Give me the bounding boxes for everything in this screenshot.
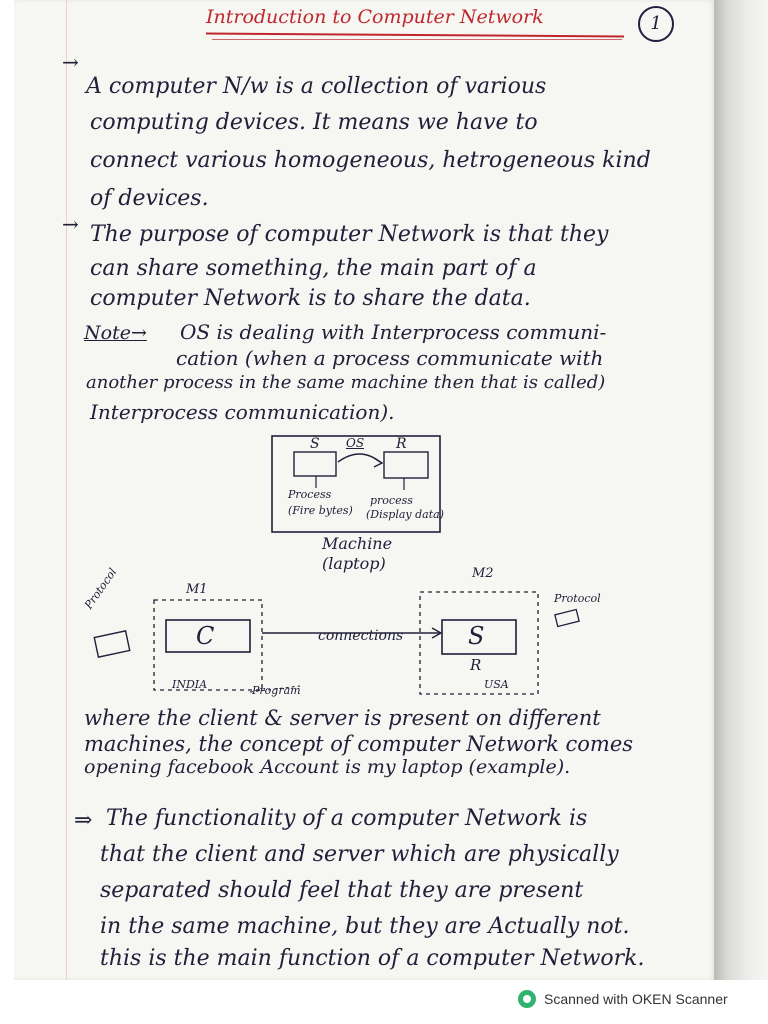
text-line: where the client & server is present on different [84, 706, 601, 730]
usa-label: USA [484, 678, 509, 691]
m2-label: M2 [472, 566, 494, 581]
protocol-right-label: Protocol [554, 592, 601, 605]
r-label: R [470, 656, 482, 674]
m1-label: M1 [186, 582, 208, 597]
text-line: opening facebook Account is my laptop (example). [84, 756, 571, 778]
server-box-label: S [468, 622, 485, 650]
page-title: Introduction to Computer Network [206, 6, 544, 28]
text-line: of devices. [90, 186, 209, 211]
protocol-right-box [555, 610, 579, 627]
process-left-label: Process [288, 488, 332, 501]
page-number: 1 [638, 6, 674, 42]
machine-sub-label: (laptop) [322, 554, 386, 573]
text-line: The functionality of a computer Network is [106, 806, 588, 831]
process-left-sub: (Fire bytes) [288, 504, 353, 517]
text-line: connect various homogeneous, hetrogeneous kind [90, 148, 651, 173]
program-label: Program [252, 684, 301, 697]
text-line: The purpose of computer Network is that they [90, 222, 609, 247]
text-line: another process in the same machine then that is called) [86, 372, 606, 393]
arrow-icon: → [62, 212, 79, 236]
text-line: computing devices. It means we have to [90, 110, 538, 135]
double-arrow-icon: ⇒ [74, 808, 93, 833]
text-line: can share something, the main part of a [90, 256, 537, 281]
scanner-text: Scanned with OKEN Scanner [544, 991, 728, 1007]
process-right-sub: (Display data) [366, 508, 444, 521]
note-label: Note→ [84, 322, 147, 344]
scanner-logo-icon [518, 990, 536, 1008]
text-line: separated should feel that they are present [100, 878, 584, 903]
text-line: OS is dealing with Interprocess communi- [180, 320, 607, 344]
india-label: INDIA [172, 678, 208, 691]
text-line: Interprocess communication). [90, 400, 395, 424]
text-line: this is the main function of a computer Network. [100, 946, 645, 971]
scanner-watermark [518, 990, 728, 1008]
text-line: cation (when a process communicate with [176, 346, 604, 370]
text-line: that the client and server which are physically [100, 842, 619, 867]
client-box-label: C [196, 622, 215, 650]
process-right-label: process [370, 494, 413, 507]
diagram-os-label: OS [346, 436, 365, 450]
connections-label: connections [318, 628, 404, 644]
protocol-left-box [94, 631, 129, 657]
arrow-icon: → [62, 50, 79, 74]
diagram-r-label: R [396, 436, 407, 452]
protocol-left-label: Protocol [82, 565, 120, 612]
diagram-s-label: S [310, 436, 320, 452]
text-line: computer Network is to share the data. [90, 286, 531, 311]
text-line: in the same machine, but they are Actually not. [100, 914, 630, 939]
text-line: machines, the concept of computer Network comes [84, 732, 634, 756]
machine-label: Machine [322, 534, 393, 553]
text-line: A computer N/w is a collection of various [86, 74, 547, 99]
